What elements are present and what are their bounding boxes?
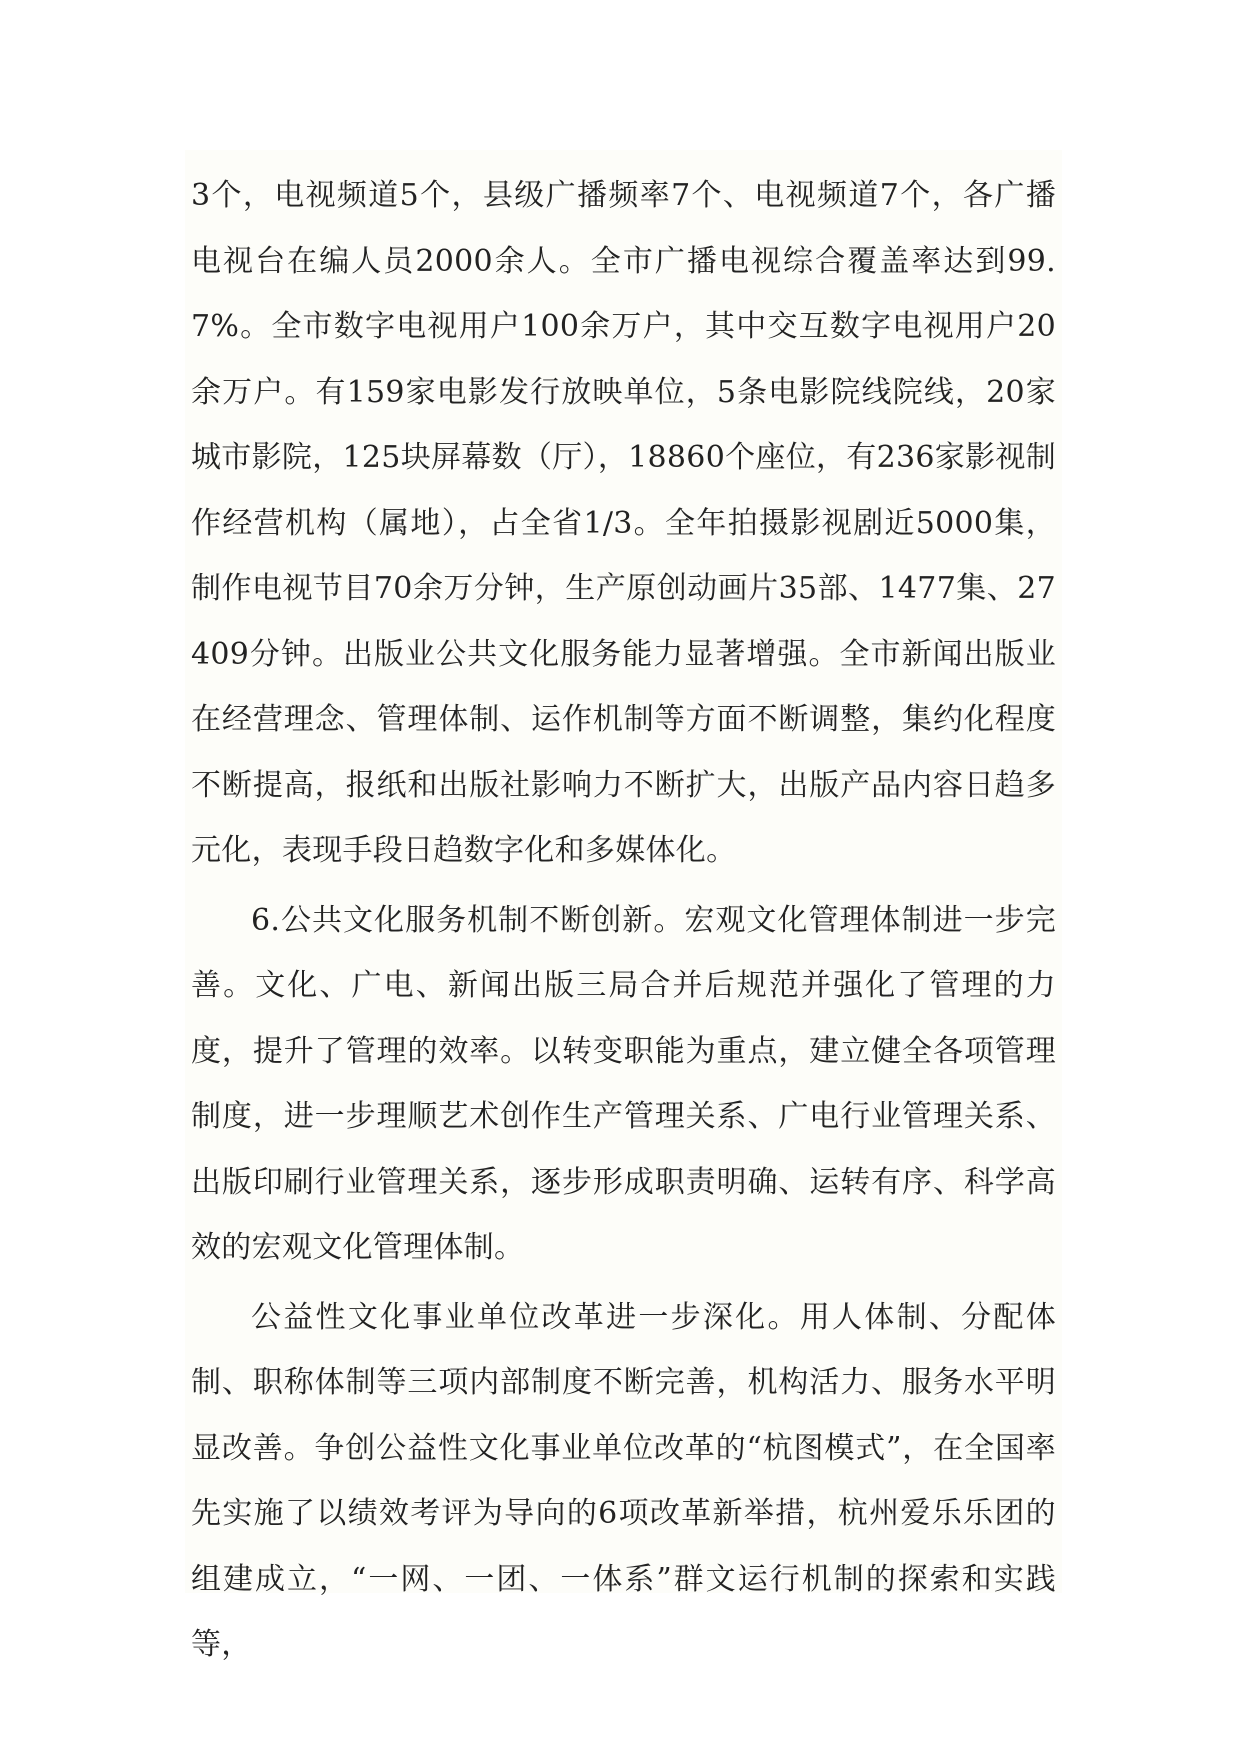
paragraph-2: 6.公共文化服务机制不断创新。宏观文化管理体制进一步完善。文化、广电、新闻出版三局合并后规范并强化了管理的力度，提升了管理的效率。以转变职能为重点，建立健全各项管理制度，进一步理顺艺术创作生产管理关系、广电行业管理关系、出版印刷行业管理关系，逐步形成职责明确、运转有序、科学高效的宏观文化管理体制。 — [191, 902, 1056, 1265]
document-body — [185, 150, 1062, 1662]
paragraph-1: 3个，电视频道5个，县级广播频率7个、电视频道7个，各广播电视台在编人员2000余人。全市广播电视综合覆盖率达到99.7%。全市数字电视用户100余万户，其中交互数字电视用户20余万户。有159家电影发行放映单位，5条电影院线院线，20家城市影院，125块屏幕数（厅），18860个座位，有236家影视制作经营机构（属地），占全省1/3。全年拍摄影视剧近5000集，制作电视节目70余万分钟，生产原创动画片35部、1477集、27409分钟。出版业公共文化服务能力显著增强。全市新闻出版业在经营理念、管理体制、运作机制等方面不断调整，集约化程度不断提高，报纸和出版社影响力不断扩大，出版产品内容日趋多元化，表现手段日趋数字化和多媒体化。 — [191, 178, 1056, 868]
paragraph-3: 公益性文化事业单位改革进一步深化。用人体制、分配体制、职称体制等三项内部制度不断完善，机构活力、服务水平明显改善。争创公益性文化事业单位改革的“杭图模式”，在全国率先实施了以绩效考评为导向的6项改革新举措，杭州爱乐乐团的组建成立，“一网、一团、一体系”群文运行机制的探索和实践等， — [191, 1299, 1056, 1662]
